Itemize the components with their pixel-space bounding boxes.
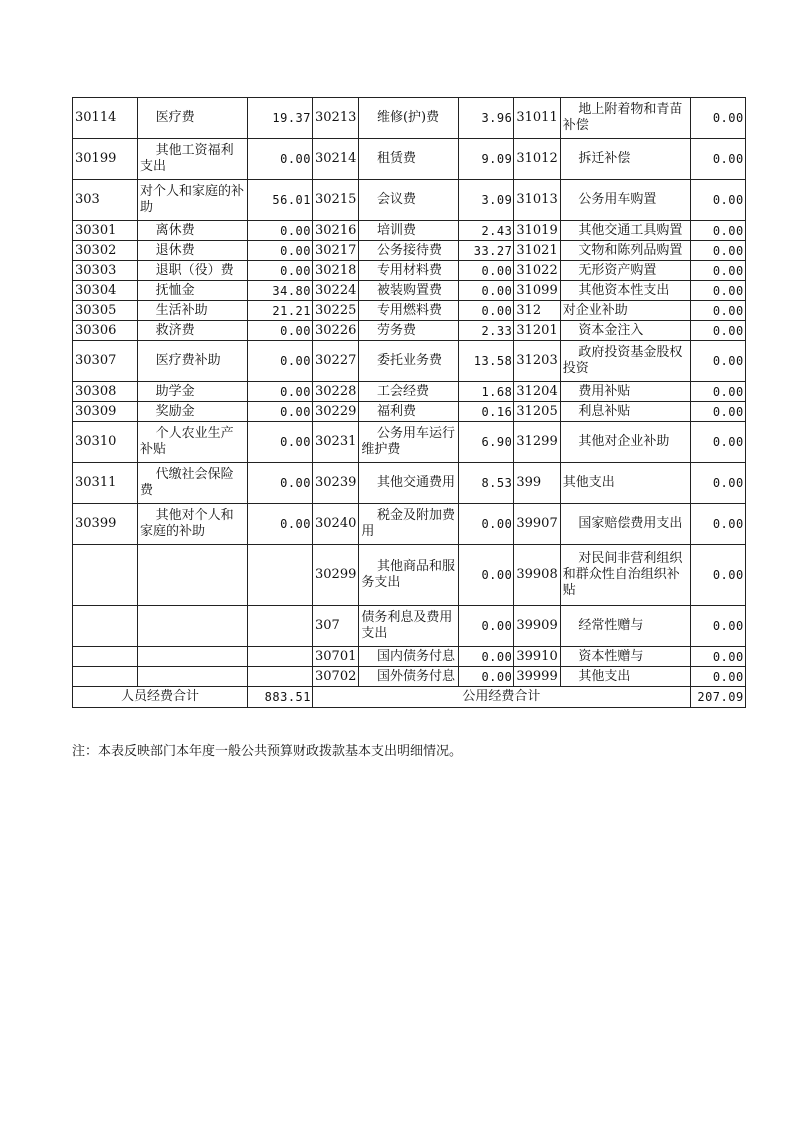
group1-code-cell: 30302 <box>73 241 138 261</box>
group3-code-cell: 39907 <box>514 504 560 545</box>
group1-code-cell: 303 <box>73 180 138 221</box>
group1-item-name-cell <box>138 667 248 687</box>
public-total-label: 公用经费合计 <box>313 687 691 708</box>
public-total-value: 207.09 <box>690 687 745 708</box>
group1-item-name-cell: 医疗费补助 <box>138 341 248 382</box>
table-row <box>73 180 746 221</box>
table-row <box>73 402 746 422</box>
group3-amount-cell: 0.00 <box>690 504 745 545</box>
table-row <box>73 647 746 667</box>
group1-item-name-cell: 生活补助 <box>138 301 248 321</box>
group2-amount-cell: 0.00 <box>459 647 514 667</box>
group2-amount-cell: 6.90 <box>459 422 514 463</box>
group2-item-name-cell: 委托业务费 <box>359 341 459 382</box>
group3-amount-cell: 0.00 <box>690 301 745 321</box>
table-row <box>73 382 746 402</box>
group2-item-name-cell: 培训费 <box>359 221 459 241</box>
group3-amount-cell: 0.00 <box>690 221 745 241</box>
group1-item-name-cell: 救济费 <box>138 321 248 341</box>
group3-item-name-cell: 利息补贴 <box>560 402 690 422</box>
group2-item-name-cell: 其他商品和服务支出 <box>359 545 459 606</box>
group1-code-cell <box>73 667 138 687</box>
group3-code-cell: 31019 <box>514 221 560 241</box>
group3-code-cell: 39909 <box>514 606 560 647</box>
group1-item-name-cell: 退职（役）费 <box>138 261 248 281</box>
group1-item-name-cell: 奖励金 <box>138 402 248 422</box>
group3-amount-cell: 0.00 <box>690 422 745 463</box>
group3-code-cell: 31022 <box>514 261 560 281</box>
group3-amount-cell: 0.00 <box>690 667 745 687</box>
group2-amount-cell: 0.16 <box>459 402 514 422</box>
group2-amount-cell: 2.33 <box>459 321 514 341</box>
expenditure-detail-table <box>72 97 746 708</box>
group2-amount-cell: 0.00 <box>459 261 514 281</box>
group3-amount-cell: 0.00 <box>690 647 745 667</box>
group1-item-name-cell: 退休费 <box>138 241 248 261</box>
group3-item-name-cell: 资本性赠与 <box>560 647 690 667</box>
group1-code-cell: 30307 <box>73 341 138 382</box>
group1-code-cell: 30305 <box>73 301 138 321</box>
group3-amount-cell: 0.00 <box>690 139 745 180</box>
group3-code-cell: 31021 <box>514 241 560 261</box>
group2-item-name-cell: 国外债务付息 <box>359 667 459 687</box>
group1-amount-cell: 21.21 <box>248 301 313 321</box>
group2-amount-cell: 0.00 <box>459 504 514 545</box>
group1-code-cell <box>73 647 138 667</box>
group1-code-cell <box>73 545 138 606</box>
group1-item-name-cell: 代缴社会保险费 <box>138 463 248 504</box>
group2-amount-cell: 0.00 <box>459 606 514 647</box>
group2-amount-cell: 3.09 <box>459 180 514 221</box>
group1-item-name-cell: 对个人和家庭的补助 <box>138 180 248 221</box>
group2-amount-cell: 1.68 <box>459 382 514 402</box>
group2-item-name-cell: 专用材料费 <box>359 261 459 281</box>
group2-item-name-cell: 税金及附加费用 <box>359 504 459 545</box>
personnel-total-value: 883.51 <box>248 687 313 708</box>
personnel-total-label: 人员经费合计 <box>73 687 248 708</box>
group2-item-name-cell: 其他交通费用 <box>359 463 459 504</box>
group3-item-name-cell: 资本金注入 <box>560 321 690 341</box>
group3-amount-cell: 0.00 <box>690 606 745 647</box>
group1-amount-cell: 0.00 <box>248 463 313 504</box>
group3-code-cell: 31205 <box>514 402 560 422</box>
group3-code-cell: 39908 <box>514 545 560 606</box>
group1-code-cell: 30306 <box>73 321 138 341</box>
group1-code-cell: 30310 <box>73 422 138 463</box>
table-row <box>73 261 746 281</box>
totals-row <box>73 687 746 708</box>
group1-item-name-cell: 抚恤金 <box>138 281 248 301</box>
group3-item-name-cell: 经常性赠与 <box>560 606 690 647</box>
table-row <box>73 321 746 341</box>
group3-item-name-cell: 地上附着物和青苗补偿 <box>560 98 690 139</box>
group3-amount-cell: 0.00 <box>690 180 745 221</box>
group2-amount-cell: 3.96 <box>459 98 514 139</box>
group1-code-cell: 30309 <box>73 402 138 422</box>
table-row <box>73 463 746 504</box>
group1-amount-cell: 0.00 <box>248 341 313 382</box>
group3-amount-cell: 0.00 <box>690 402 745 422</box>
group3-item-name-cell: 政府投资基金股权投资 <box>560 341 690 382</box>
group1-code-cell <box>73 606 138 647</box>
group1-amount-cell: 19.37 <box>248 98 313 139</box>
group1-amount-cell: 56.01 <box>248 180 313 221</box>
group2-amount-cell: 0.00 <box>459 667 514 687</box>
group3-item-name-cell: 公务用车购置 <box>560 180 690 221</box>
group3-code-cell: 31012 <box>514 139 560 180</box>
group3-code-cell: 399 <box>514 463 560 504</box>
group2-amount-cell: 9.09 <box>459 139 514 180</box>
group2-amount-cell: 0.00 <box>459 281 514 301</box>
group1-item-name-cell <box>138 545 248 606</box>
group2-item-name-cell: 被装购置费 <box>359 281 459 301</box>
group3-item-name-cell: 对民间非营利组织和群众性自治组织补贴 <box>560 545 690 606</box>
group2-amount-cell: 13.58 <box>459 341 514 382</box>
group1-amount-cell: 0.00 <box>248 402 313 422</box>
group1-amount-cell <box>248 647 313 667</box>
group3-amount-cell: 0.00 <box>690 321 745 341</box>
group2-item-name-cell: 债务利息及费用支出 <box>359 606 459 647</box>
group3-amount-cell: 0.00 <box>690 98 745 139</box>
group3-code-cell: 39999 <box>514 667 560 687</box>
group1-amount-cell: 0.00 <box>248 382 313 402</box>
group2-code-cell: 30228 <box>313 382 359 402</box>
group2-item-name-cell: 国内债务付息 <box>359 647 459 667</box>
group3-amount-cell: 0.00 <box>690 382 745 402</box>
group3-item-name-cell: 对企业补助 <box>560 301 690 321</box>
group3-item-name-cell: 费用补贴 <box>560 382 690 402</box>
group1-code-cell: 30308 <box>73 382 138 402</box>
group2-code-cell: 30218 <box>313 261 359 281</box>
group1-amount-cell: 0.00 <box>248 504 313 545</box>
group3-amount-cell: 0.00 <box>690 261 745 281</box>
table-row <box>73 504 746 545</box>
group3-item-name-cell: 其他对企业补助 <box>560 422 690 463</box>
table-row <box>73 241 746 261</box>
group1-code-cell: 30199 <box>73 139 138 180</box>
group2-code-cell: 30299 <box>313 545 359 606</box>
group1-code-cell: 30301 <box>73 221 138 241</box>
group3-code-cell: 31011 <box>514 98 560 139</box>
group1-amount-cell: 0.00 <box>248 261 313 281</box>
group2-code-cell: 307 <box>313 606 359 647</box>
group2-code-cell: 30213 <box>313 98 359 139</box>
group3-amount-cell: 0.00 <box>690 241 745 261</box>
group3-amount-cell: 0.00 <box>690 545 745 606</box>
table-row <box>73 139 746 180</box>
group2-item-name-cell: 公务用车运行维护费 <box>359 422 459 463</box>
group1-amount-cell <box>248 545 313 606</box>
group3-item-name-cell: 文物和陈列品购置 <box>560 241 690 261</box>
group1-item-name-cell: 其他对个人和家庭的补助 <box>138 504 248 545</box>
group2-code-cell: 30217 <box>313 241 359 261</box>
group1-amount-cell: 0.00 <box>248 221 313 241</box>
group1-amount-cell: 34.80 <box>248 281 313 301</box>
table-row <box>73 301 746 321</box>
group2-item-name-cell: 工会经费 <box>359 382 459 402</box>
group2-item-name-cell: 租赁费 <box>359 139 459 180</box>
group1-code-cell: 30303 <box>73 261 138 281</box>
group1-item-name-cell: 医疗费 <box>138 98 248 139</box>
table-footnote: 注：本表反映部门本年度一般公共预算财政拨款基本支出明细情况。 <box>72 744 463 759</box>
group2-item-name-cell: 会议费 <box>359 180 459 221</box>
group2-code-cell: 30216 <box>313 221 359 241</box>
group2-code-cell: 30239 <box>313 463 359 504</box>
group3-code-cell: 39910 <box>514 647 560 667</box>
group2-amount-cell: 8.53 <box>459 463 514 504</box>
group3-item-name-cell: 其他支出 <box>560 667 690 687</box>
group3-code-cell: 312 <box>514 301 560 321</box>
group2-item-name-cell: 公务接待费 <box>359 241 459 261</box>
group1-amount-cell: 0.00 <box>248 422 313 463</box>
group3-code-cell: 31203 <box>514 341 560 382</box>
group2-item-name-cell: 劳务费 <box>359 321 459 341</box>
group3-item-name-cell: 无形资产购置 <box>560 261 690 281</box>
group1-item-name-cell: 个人农业生产补贴 <box>138 422 248 463</box>
group2-code-cell: 30225 <box>313 301 359 321</box>
group1-amount-cell: 0.00 <box>248 139 313 180</box>
group3-item-name-cell: 其他支出 <box>560 463 690 504</box>
group2-amount-cell: 0.00 <box>459 545 514 606</box>
group3-item-name-cell: 拆迁补偿 <box>560 139 690 180</box>
group2-item-name-cell: 维修(护)费 <box>359 98 459 139</box>
group3-code-cell: 31099 <box>514 281 560 301</box>
table-row <box>73 422 746 463</box>
group1-amount-cell <box>248 606 313 647</box>
group1-item-name-cell: 离休费 <box>138 221 248 241</box>
table-row <box>73 341 746 382</box>
table-body <box>73 98 746 687</box>
group1-amount-cell: 0.00 <box>248 241 313 261</box>
table-row <box>73 545 746 606</box>
group1-code-cell: 30311 <box>73 463 138 504</box>
group3-item-name-cell: 其他资本性支出 <box>560 281 690 301</box>
group2-code-cell: 30215 <box>313 180 359 221</box>
group2-code-cell: 30229 <box>313 402 359 422</box>
table-row <box>73 98 746 139</box>
group2-code-cell: 30224 <box>313 281 359 301</box>
table-row <box>73 221 746 241</box>
group3-code-cell: 31201 <box>514 321 560 341</box>
group2-code-cell: 30240 <box>313 504 359 545</box>
group1-item-name-cell <box>138 606 248 647</box>
group2-code-cell: 30702 <box>313 667 359 687</box>
group1-code-cell: 30114 <box>73 98 138 139</box>
group1-amount-cell <box>248 667 313 687</box>
group3-amount-cell: 0.00 <box>690 341 745 382</box>
group1-code-cell: 30399 <box>73 504 138 545</box>
group2-code-cell: 30227 <box>313 341 359 382</box>
group2-item-name-cell: 专用燃料费 <box>359 301 459 321</box>
group2-item-name-cell: 福利费 <box>359 402 459 422</box>
group3-code-cell: 31299 <box>514 422 560 463</box>
group3-amount-cell: 0.00 <box>690 463 745 504</box>
group3-code-cell: 31013 <box>514 180 560 221</box>
group3-item-name-cell: 其他交通工具购置 <box>560 221 690 241</box>
group3-code-cell: 31204 <box>514 382 560 402</box>
group2-code-cell: 30231 <box>313 422 359 463</box>
group1-item-name-cell: 助学金 <box>138 382 248 402</box>
group1-code-cell: 30304 <box>73 281 138 301</box>
group2-code-cell: 30226 <box>313 321 359 341</box>
table-row <box>73 606 746 647</box>
table-row <box>73 281 746 301</box>
table-row <box>73 667 746 687</box>
group1-item-name-cell: 其他工资福利支出 <box>138 139 248 180</box>
group2-code-cell: 30214 <box>313 139 359 180</box>
group2-code-cell: 30701 <box>313 647 359 667</box>
group2-amount-cell: 0.00 <box>459 301 514 321</box>
group2-amount-cell: 33.27 <box>459 241 514 261</box>
group3-amount-cell: 0.00 <box>690 281 745 301</box>
group2-amount-cell: 2.43 <box>459 221 514 241</box>
group1-item-name-cell <box>138 647 248 667</box>
group1-amount-cell: 0.00 <box>248 321 313 341</box>
group3-item-name-cell: 国家赔偿费用支出 <box>560 504 690 545</box>
